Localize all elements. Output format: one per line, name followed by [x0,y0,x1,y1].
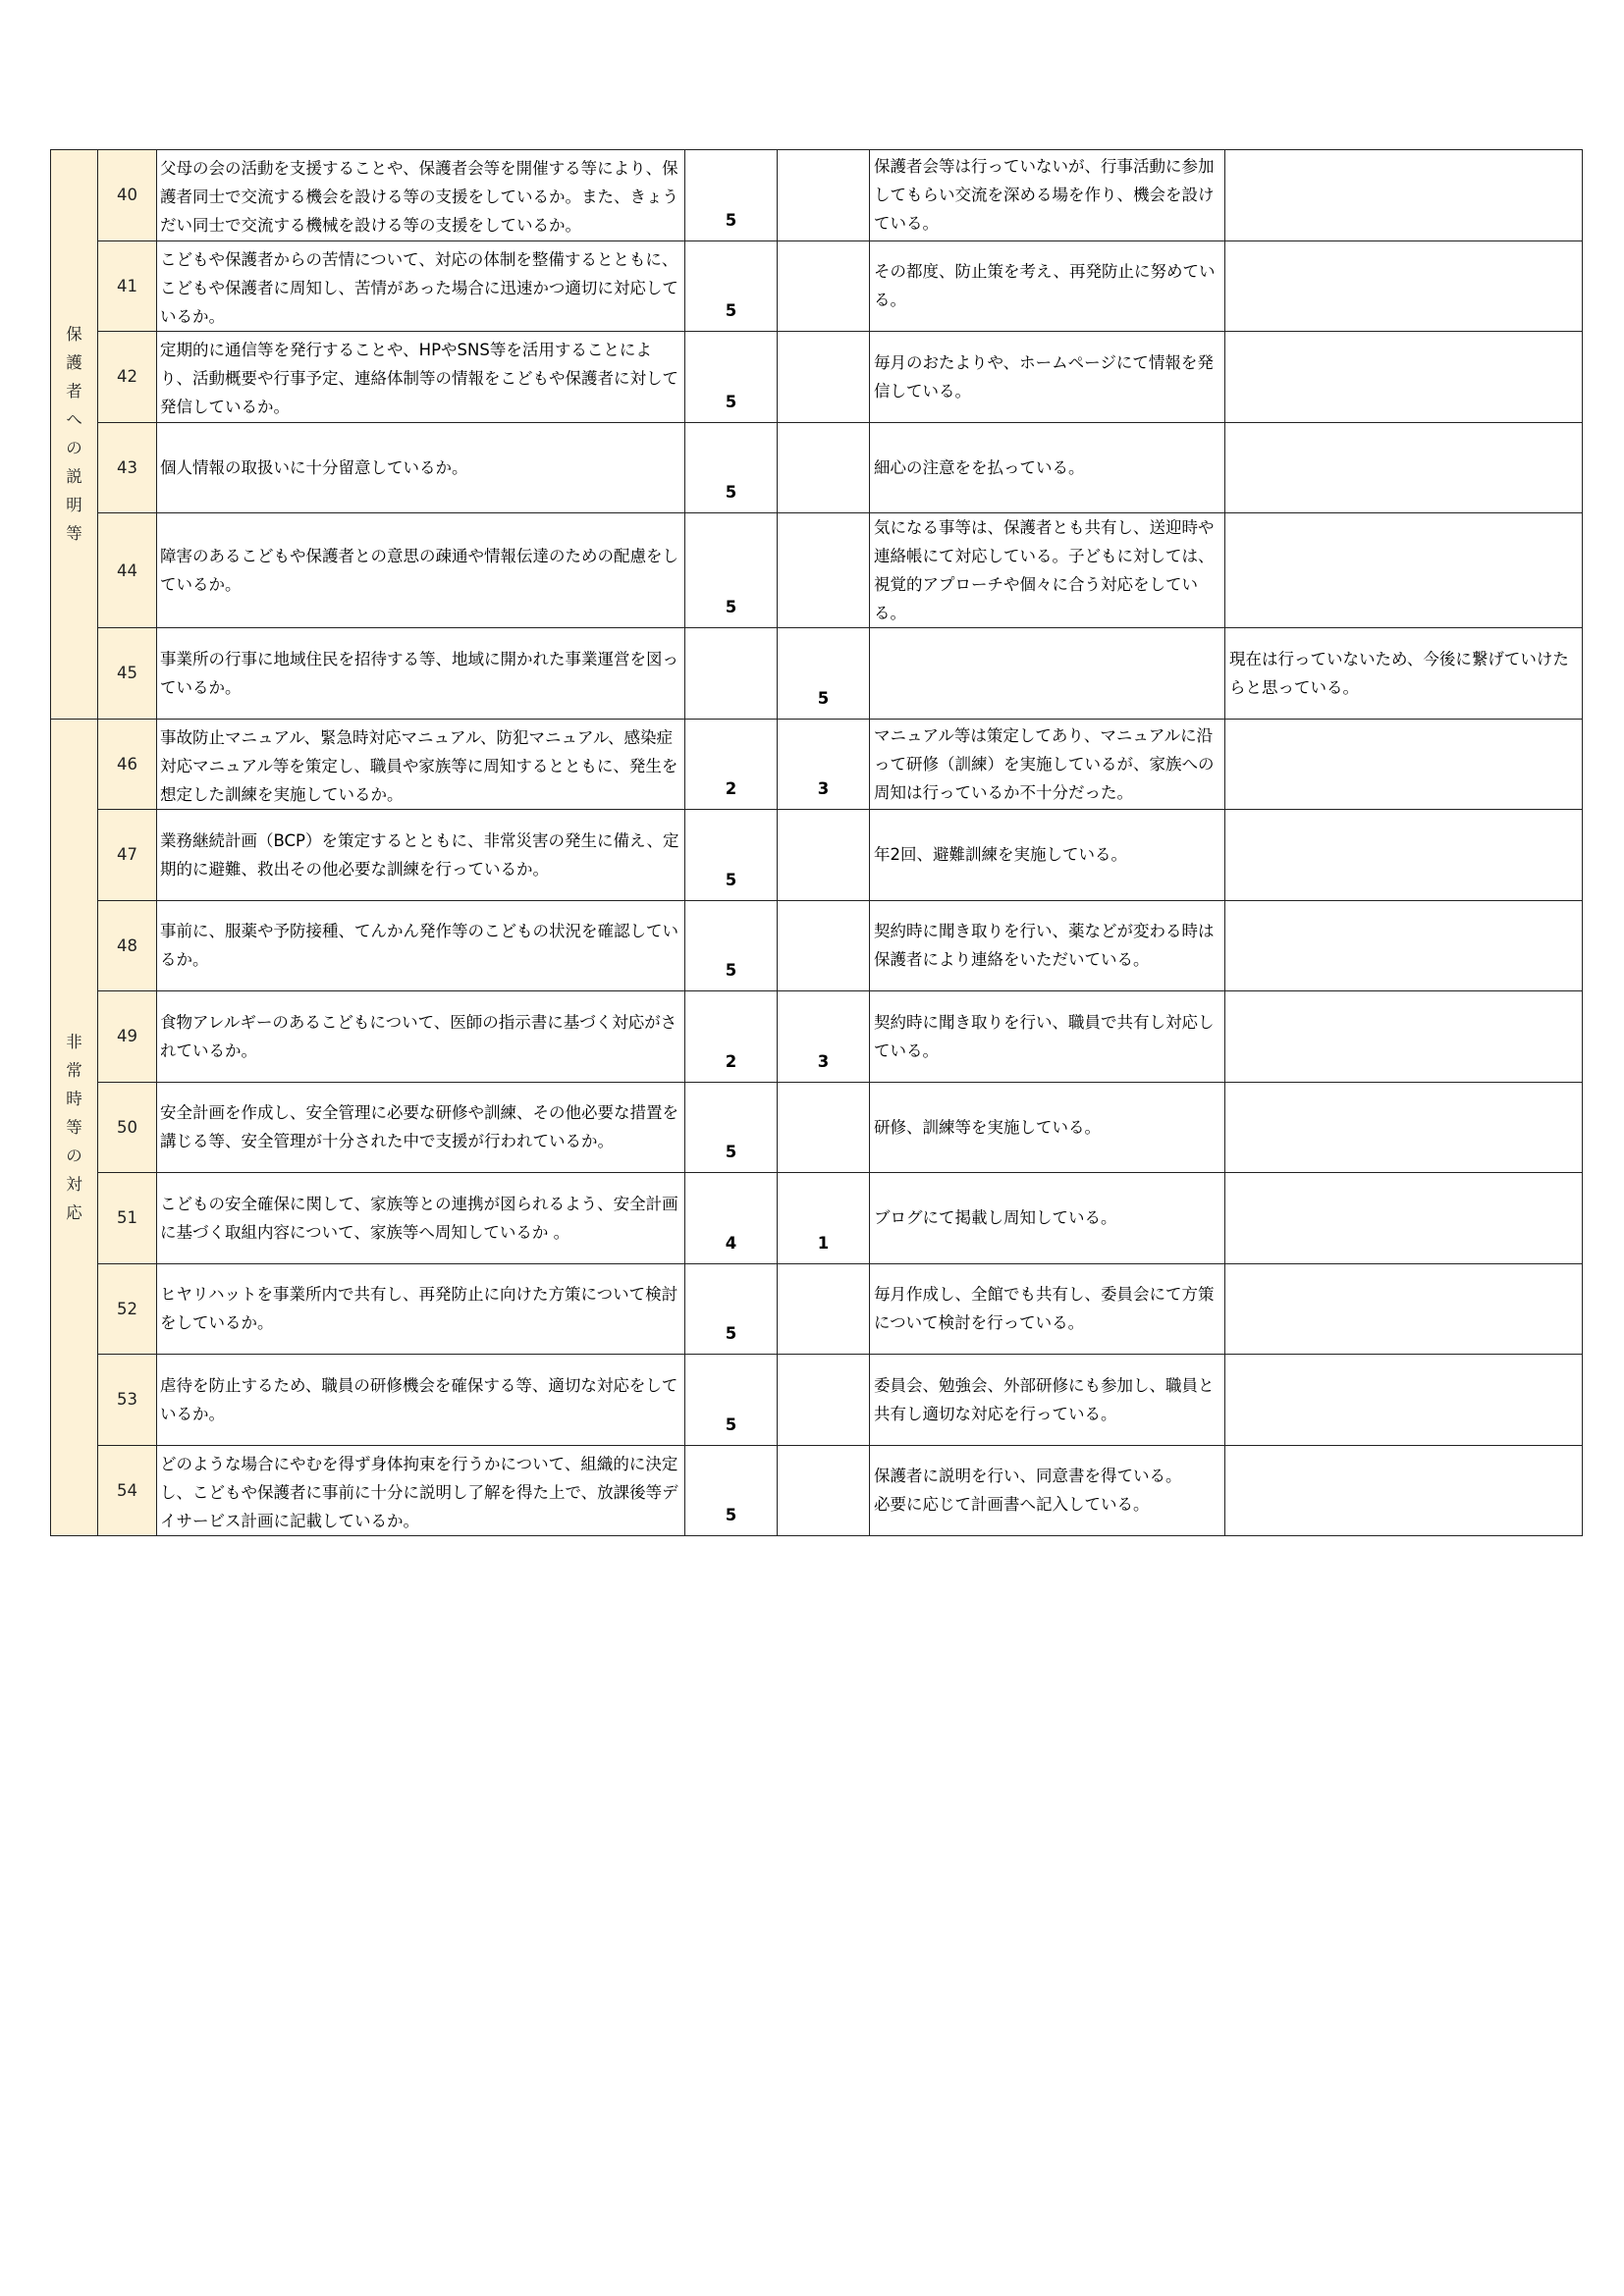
question-text: 安全計画を作成し、安全管理に必要な研修や訓練、その他必要な措置を講じる等、安全管理が十分された中で支援が行われているか。 [160,1103,678,1151]
table-row [51,1445,1583,1536]
comment-cell: 契約時に聞き取りを行い、薬などが変わる時は保護者により連絡をいただいている。 [870,900,1225,991]
yes-count-cell [685,900,778,991]
row-number: 46 [98,719,157,810]
row-number: 48 [98,900,157,991]
table-row [51,628,1583,720]
row-number: 42 [98,332,157,423]
row-number: 50 [98,1082,157,1173]
question-cell [157,1355,685,1446]
no-count [778,325,869,331]
yes-count-cell [685,719,778,810]
category-label: 非常時等の対応 [66,1032,82,1222]
comment-cell: 細心の注意をを払っている。 [870,422,1225,513]
improvement-cell [1225,1173,1583,1264]
improvement-cell [1225,1263,1583,1355]
yes-count: 5 [725,483,737,502]
yes-count [685,713,777,719]
question-text: 事故防止マニュアル、緊急時対応マニュアル、防犯マニュアル、感染症対応マニュアル等を策定し、職員や家族等に周知するとともに、発生を想定した訓練を実施しているか。 [160,727,678,804]
comment-cell: 研修、訓練等を実施している。 [870,1082,1225,1173]
no-count [778,621,869,627]
question-text: 父母の会の活動を支援することや、保護者会等を開催する等により、保護者同士で交流する機会を設ける等の支援をしているか。また、きょうだい同士で交流する機械を設ける等の支援をしているか。 [160,159,678,235]
improvement-cell [1225,810,1583,901]
yes-count-cell [685,810,778,901]
question-text: こどもの安全確保に関して、家族等との連携が図られるよう、安全計画に基づく取組内容について、家族等へ周知しているか 。 [160,1194,678,1242]
improvement-cell: 現在は行っていないため、今後に繋げていけたらと思っている。 [1225,628,1583,720]
comment-cell: 毎月作成し、全館でも共有し、委員会にて方策について検討を行っている。 [870,1263,1225,1355]
yes-count-cell [685,1445,778,1536]
table-row [51,1355,1583,1446]
comment-cell [870,628,1225,720]
no-count [778,1439,869,1445]
no-count [778,1529,869,1535]
question-cell [157,1263,685,1355]
yes-count: 5 [725,598,737,616]
table-row [51,1263,1583,1355]
improvement-cell [1225,240,1583,332]
question-cell [157,1445,685,1536]
yes-count-cell [685,1355,778,1446]
improvement-cell [1225,1445,1583,1536]
no-count [778,235,869,240]
row-number: 44 [98,513,157,628]
question-text: 個人情報の取扱いに十分留意しているか。 [160,457,468,477]
no-count-cell [778,1355,870,1446]
yes-count: 5 [725,1415,737,1434]
row-number: 47 [98,810,157,901]
question-text: どのような場合にやむを得ず身体拘束を行うかについて、組織的に決定し、こどもや保護者に事前に十分に説明し了解を得た上で、放課後等デイサービス計画に記載しているか。 [160,1454,678,1530]
no-count-cell [778,810,870,901]
yes-count-cell [685,628,778,720]
yes-count: 5 [725,1143,737,1161]
category-cell-emergency [51,719,98,1536]
improvement-cell [1225,900,1583,991]
table-row [51,900,1583,991]
comment-cell: その都度、防止策を考え、再発防止に努めている。 [870,240,1225,332]
no-count: 5 [817,688,830,708]
comment-cell: 契約時に聞き取りを行い、職員で共有し対応している。 [870,991,1225,1083]
question-cell [157,719,685,810]
yes-count: 5 [725,301,737,320]
question-text: 虐待を防止するため、職員の研修機会を確保する等、適切な対応をしているか。 [160,1375,678,1423]
comment-cell: マニュアル等は策定してあり、マニュアルに沿って研修（訓練）を実施しているが、家族への周知は行っているか不十分だった。 [870,719,1225,810]
improvement-cell [1225,332,1583,423]
no-count-cell [778,1173,870,1264]
row-number: 40 [98,150,157,241]
no-count [778,1348,869,1354]
no-count [778,894,869,900]
improvement-cell [1225,422,1583,513]
question-text: 事前に、服薬や予防接種、てんかん発作等のこどもの状況を確認しているか。 [160,922,678,970]
yes-count: 5 [725,961,737,980]
comment-cell: 気になる事等は、保護者とも共有し、送迎時や連絡帳にて対応している。子どもに対しては、視覚的アプローチや個々に合う対応をしている。 [870,513,1225,628]
yes-count-cell [685,1263,778,1355]
row-number: 45 [98,628,157,720]
question-cell [157,628,685,720]
no-count-cell [778,332,870,423]
comment-cell: 年2回、避難訓練を実施している。 [870,810,1225,901]
yes-count: 2 [725,779,737,798]
table-row [51,513,1583,628]
row-number: 43 [98,422,157,513]
yes-count-cell [685,991,778,1083]
category-label: 保護者への説明等 [66,325,82,544]
row-number: 52 [98,1263,157,1355]
question-text: 食物アレルギーのあるこどもについて、医師の指示書に基づく対応がされているか。 [160,1012,677,1060]
question-cell [157,513,685,628]
improvement-cell [1225,513,1583,628]
question-text: 事業所の行事に地域住民を招待する等、地域に開かれた事業運営を図っているか。 [160,649,678,697]
no-count [778,507,869,512]
yes-count-cell [685,332,778,423]
no-count-cell [778,422,870,513]
row-number: 53 [98,1355,157,1446]
question-text: 障害のあるこどもや保護者との意思の疎通や情報伝達のための配慮をしているか。 [160,547,678,594]
no-count [778,1166,869,1172]
no-count [778,985,869,990]
no-count-cell [778,240,870,332]
evaluation-table [50,149,1583,1536]
improvement-cell [1225,1355,1583,1446]
yes-count: 5 [725,210,737,230]
question-text: 業務継続計画（BCP）を策定するとともに、非常災害の発生に備え、定期的に避難、救出その他必要な訓練を行っているか。 [160,830,679,879]
yes-count: 5 [725,392,737,411]
no-count-cell [778,513,870,628]
no-count-cell [778,1082,870,1173]
comment-cell: 保護者会等は行っていないが、行事活動に参加してもらい交流を深める場を作り、機会を設けている。 [870,150,1225,241]
yes-count-cell [685,513,778,628]
question-cell [157,422,685,513]
table-row [51,332,1583,423]
question-cell [157,240,685,332]
table-row [51,719,1583,810]
question-cell [157,1173,685,1264]
no-count: 1 [817,1233,830,1253]
no-count-cell [778,900,870,991]
question-cell [157,991,685,1083]
table-row [51,1173,1583,1264]
question-text: こどもや保護者からの苦情について、対応の体制を整備するとともに、こどもや保護者に周知し、苦情があった場合に迅速かつ適切に対応しているか。 [160,249,678,326]
no-count [778,416,869,422]
row-number: 51 [98,1173,157,1264]
improvement-cell [1225,719,1583,810]
yes-count-cell [685,150,778,241]
yes-count-cell [685,240,778,332]
yes-count: 5 [725,1506,737,1524]
improvement-cell [1225,1082,1583,1173]
yes-count: 2 [725,1051,737,1071]
yes-count: 5 [725,1324,737,1343]
question-cell [157,332,685,423]
table-row [51,991,1583,1083]
improvement-cell [1225,150,1583,241]
no-count-cell [778,719,870,810]
question-text: ヒヤリハットを事業所内で共有し、再発防止に向けた方策について検討をしているか。 [160,1285,678,1333]
table-row [51,422,1583,513]
no-count: 3 [817,1051,830,1071]
no-count-cell [778,150,870,241]
row-number: 49 [98,991,157,1083]
comment-cell: 毎月のおたよりや、ホームページにて情報を発信している。 [870,332,1225,423]
no-count-cell [778,1263,870,1355]
table-row [51,240,1583,332]
question-cell [157,810,685,901]
comment-cell: 委員会、勉強会、外部研修にも参加し、職員と共有し適切な対応を行っている。 [870,1355,1225,1446]
no-count: 3 [817,779,830,798]
question-cell [157,150,685,241]
no-count-cell [778,1445,870,1536]
improvement-cell [1225,991,1583,1083]
yes-count: 5 [725,870,737,889]
table-row [51,810,1583,901]
yes-count-cell [685,1173,778,1264]
table-row [51,1082,1583,1173]
comment-cell: ブログにて掲載し周知している。 [870,1173,1225,1264]
yes-count: 4 [725,1233,737,1253]
yes-count-cell [685,1082,778,1173]
comment-cell: 保護者に説明を行い、同意書を得ている。 必要に応じて計画書へ記入している。 [870,1445,1225,1536]
row-number: 54 [98,1445,157,1536]
table-row [51,150,1583,241]
row-number: 41 [98,240,157,332]
category-cell-explanation [51,150,98,720]
question-text: 定期的に通信等を発行することや、HPやSNS等を活用することにより、活動概要や行事予定、連絡体制等の情報をこどもや保護者に対して発信しているか。 [160,341,678,416]
no-count-cell [778,991,870,1083]
question-cell [157,900,685,991]
yes-count-cell [685,422,778,513]
question-cell [157,1082,685,1173]
no-count-cell [778,628,870,720]
